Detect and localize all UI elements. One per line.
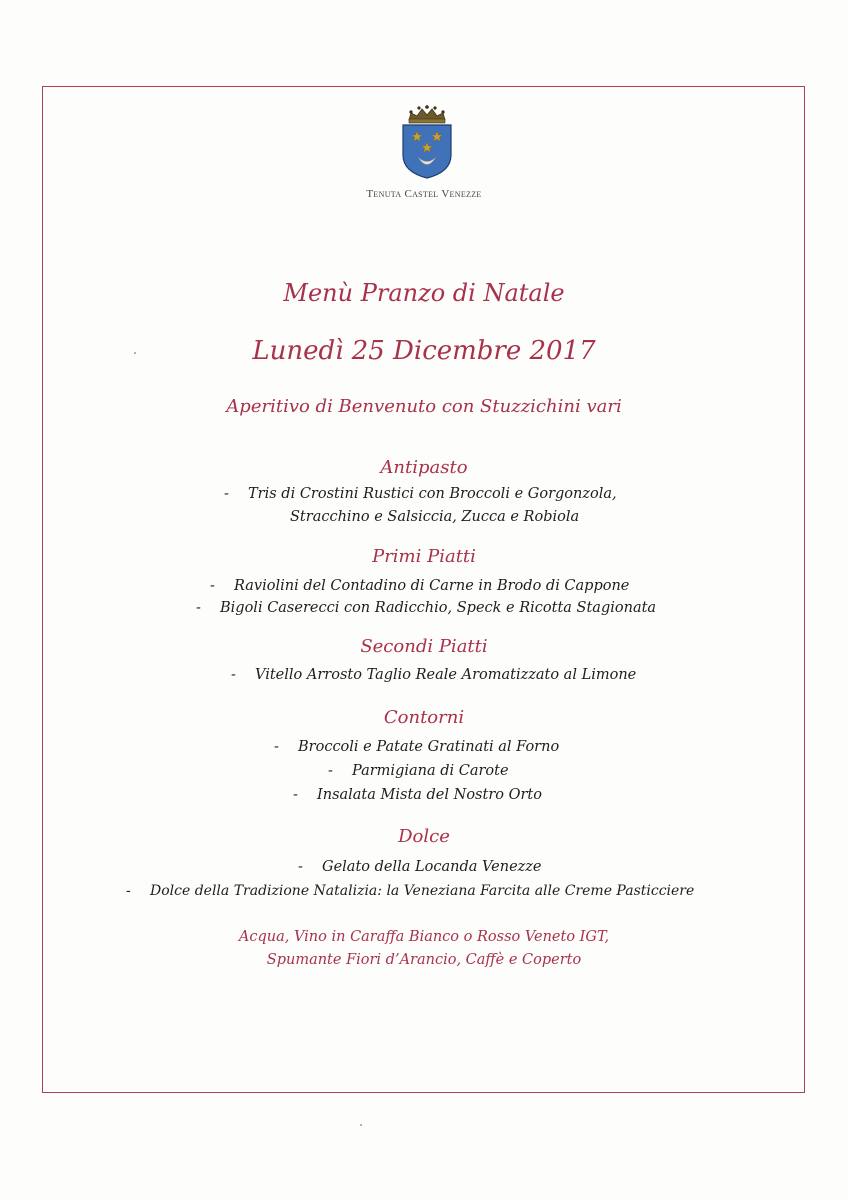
scan-speck [360,1124,362,1126]
footer-line-2: Spumante Fiori d’Arancio, Caffè e Coperto [266,952,582,968]
dish-dash: - [224,486,229,502]
scan-speck [134,352,136,354]
dish-text: Broccoli e Patate Gratinati al Forno [298,739,560,755]
dish-text: Gelato della Locanda Venezze [322,859,542,875]
dish-text: Dolce della Tradizione Natalizia: la Veneziana Farcita alle Creme Pasticciere [150,883,695,899]
dish-dash: - [210,578,215,594]
dish-item [298,859,542,875]
dish-dash: - [126,883,131,899]
crown-icon [409,105,445,123]
dish-text: Vitello Arrosto Taglio Reale Aromatizzato al Limone [255,667,637,683]
section-heading-contorni: Contorni [383,707,465,728]
dish-item [290,509,579,525]
coat-of-arms-logo [391,100,463,180]
section-heading-dolce: Dolce [398,826,450,847]
dish-dash: - [274,739,279,755]
dish-text: Parmigiana di Carote [352,763,509,779]
dish-text: Raviolini del Contadino di Carne in Brodo di Cappone [234,578,630,594]
dish-dash: - [231,667,236,683]
dish-item [328,763,509,779]
menu-date: Lunedì 25 Dicembre 2017 [252,336,596,366]
dish-dash: - [328,763,333,779]
shield-icon [403,125,451,178]
dish-text: Stracchino e Salsiccia, Zucca e Robiola [290,509,580,525]
dish-item [293,787,542,803]
dish-item [210,578,629,594]
dish-text: Insalata Mista del Nostro Orto [317,787,542,803]
dish-text: Tris di Crostini Rustici con Broccoli e Gorgonzola, [248,486,617,502]
section-heading-secondi-piatti: Secondi Piatti [360,636,488,657]
aperitivo-line: Aperitivo di Benvenuto con Stuzzichini vari [226,396,622,417]
dish-text: Bigoli Caserecci con Radicchio, Speck e Ricotta Stagionata [220,600,657,616]
dish-item [196,600,656,616]
dish-item [224,486,617,502]
footer-line-1: Acqua, Vino in Caraffa Bianco o Rosso Veneto IGT, [238,929,610,945]
estate-name: Tenuta Castel Venezze [366,188,482,200]
dish-item [231,667,636,683]
menu-title: Menù Pranzo di Natale [283,279,565,307]
dish-dash: - [298,859,303,875]
section-heading-antipasto: Antipasto [380,457,468,478]
section-heading-primi-piatti: Primi Piatti [372,546,476,567]
dish-dash: - [196,600,201,616]
dish-dash: - [293,787,298,803]
dish-item [126,883,694,899]
dish-item [274,739,559,755]
